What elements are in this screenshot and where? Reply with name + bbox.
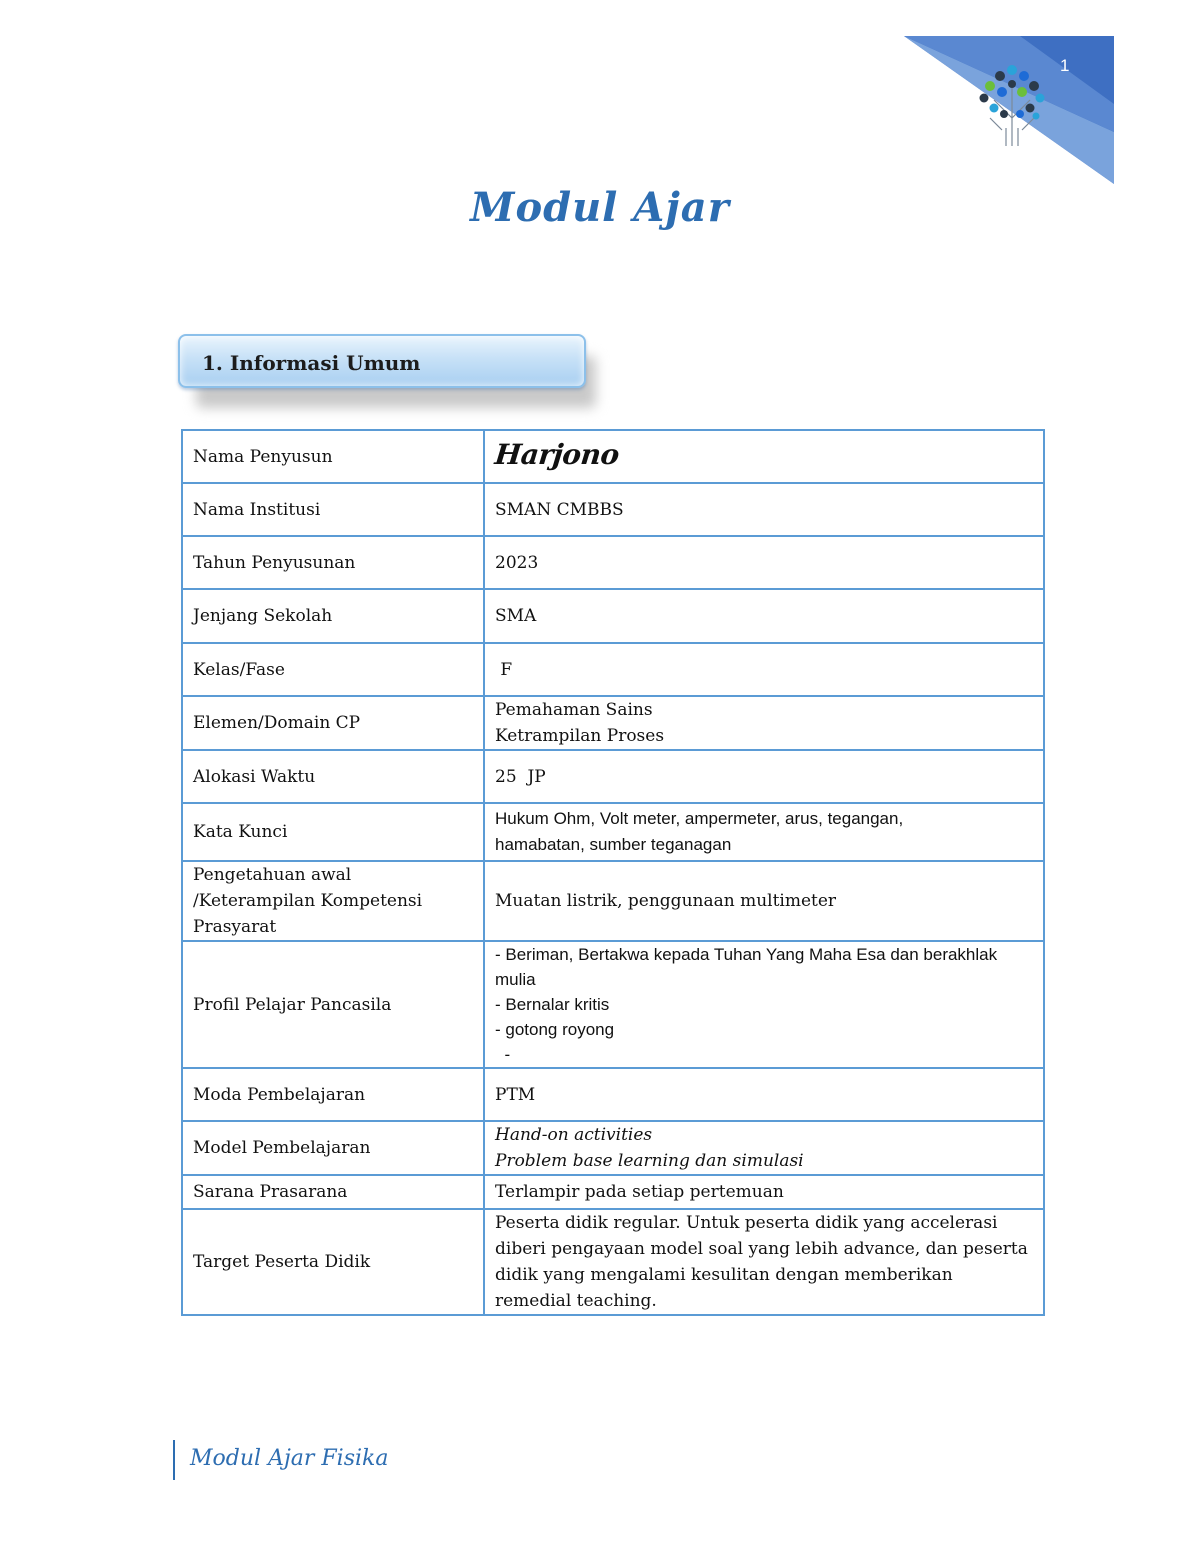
section-heading-box xyxy=(178,334,608,420)
table-row xyxy=(182,941,1044,1068)
row-value xyxy=(484,696,1044,750)
table-row xyxy=(182,696,1044,750)
row-key: Nama Penyusun xyxy=(182,430,484,483)
row-value: Muatan listrik, penggunaan multimeter xyxy=(484,861,1044,941)
row-value: F xyxy=(484,643,1044,696)
row-key: Nama Institusi xyxy=(182,483,484,536)
section-heading: 1. Informasi Umum xyxy=(202,351,421,375)
row-key: Moda Pembelajaran xyxy=(182,1068,484,1121)
table-row xyxy=(182,643,1044,696)
table-row xyxy=(182,750,1044,803)
row-value xyxy=(484,941,1044,1068)
row-value: PTM xyxy=(484,1068,1044,1121)
row-value xyxy=(484,430,1044,483)
row-key: Sarana Prasarana xyxy=(182,1175,484,1209)
row-key: Profil Pelajar Pancasila xyxy=(182,941,484,1068)
row-key: Kata Kunci xyxy=(182,803,484,861)
tech-tree-logo xyxy=(972,58,1052,150)
value-line: Problem base learning dan simulasi xyxy=(495,1151,804,1171)
value-line: Hand-on activities xyxy=(495,1125,653,1145)
row-value: Terlampir pada setiap pertemuan xyxy=(484,1175,1044,1209)
info-table xyxy=(181,429,1045,1316)
row-key: Pengetahuan awal /Keterampilan Kompetensi Prasyarat xyxy=(182,861,484,941)
value-line: - Bernalar kritis xyxy=(495,995,610,1014)
row-value: 25 JP xyxy=(484,750,1044,803)
row-value xyxy=(484,803,1044,861)
table-row xyxy=(182,483,1044,536)
value-line: Hukum Ohm, Volt meter, ampermeter, arus, tegangan, xyxy=(495,809,904,828)
row-value: SMAN CMBBS xyxy=(484,483,1044,536)
row-value: Peserta didik regular. Untuk peserta didik yang accelerasi diberi pengayaan model soal yang lebih advance, dan peserta didik yang mengalami kesulitan dengan memberikan remedial teaching. xyxy=(484,1209,1044,1315)
table-row xyxy=(182,536,1044,589)
row-value xyxy=(484,1121,1044,1175)
table-row xyxy=(182,803,1044,861)
row-key: Jenjang Sekolah xyxy=(182,589,484,643)
row-value: SMA xyxy=(484,589,1044,643)
value-line: - Beriman, Bertakwa kepada Tuhan Yang Maha Esa dan berakhlak mulia xyxy=(495,945,998,989)
value-line: - xyxy=(495,1045,511,1064)
value-line: Pemahaman Sains xyxy=(495,700,653,720)
row-key: Elemen/Domain CP xyxy=(182,696,484,750)
table-row xyxy=(182,430,1044,483)
table-row xyxy=(182,1175,1044,1209)
table-row xyxy=(182,1209,1044,1315)
row-key: Kelas/Fase xyxy=(182,643,484,696)
row-key: Tahun Penyusunan xyxy=(182,536,484,589)
value-line: Ketrampilan Proses xyxy=(495,726,665,746)
page-number: 1 xyxy=(1060,56,1070,75)
table-row xyxy=(182,861,1044,941)
footer-divider xyxy=(173,1440,175,1480)
author-signature: Harjono xyxy=(493,437,621,471)
document-title: Modul Ajar xyxy=(470,184,730,231)
value-line: - gotong royong xyxy=(495,1020,615,1039)
row-key: Target Peserta Didik xyxy=(182,1209,484,1315)
footer-title: Modul Ajar Fisika xyxy=(190,1446,389,1471)
value-line: hamabatan, sumber teganagan xyxy=(495,835,732,854)
table-row xyxy=(182,1121,1044,1175)
section-banner xyxy=(178,334,586,388)
row-value: 2023 xyxy=(484,536,1044,589)
table-row xyxy=(182,589,1044,643)
table-row xyxy=(182,1068,1044,1121)
row-key: Alokasi Waktu xyxy=(182,750,484,803)
row-key: Model Pembelajaran xyxy=(182,1121,484,1175)
